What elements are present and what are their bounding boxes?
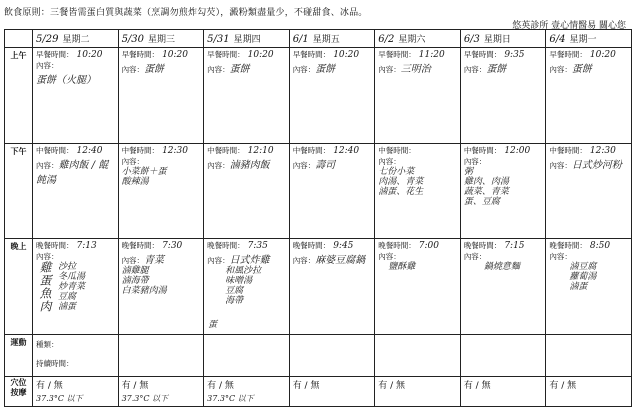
exercise-cell bbox=[204, 335, 290, 377]
weekday-label: 星期日 bbox=[483, 34, 511, 45]
breakfast-time: 10:20 bbox=[247, 49, 274, 60]
day-header bbox=[118, 30, 204, 48]
dinner-items bbox=[58, 262, 115, 312]
content-label: 內容： bbox=[121, 64, 145, 74]
content-label: 內容： bbox=[378, 252, 401, 262]
content-label: 內容： bbox=[378, 156, 401, 166]
dinner-item: 滷蛋 bbox=[58, 302, 77, 313]
day-header bbox=[460, 30, 546, 48]
lunch-time: 12:00 bbox=[504, 145, 531, 156]
breakfast-time-label: 早餐時間： bbox=[463, 49, 502, 59]
dinner-extra: 蛋 bbox=[208, 320, 218, 331]
date-text: 6/2 bbox=[378, 33, 395, 45]
dinner-item: 滷蛋 bbox=[569, 282, 588, 293]
breakfast-time-label: 早餐時間： bbox=[378, 49, 416, 59]
lunch-cell bbox=[546, 143, 632, 239]
dinner-item: 滷海帶 bbox=[121, 276, 149, 287]
yes-no-option[interactable]: 有 / 無 bbox=[36, 380, 63, 391]
day-header bbox=[204, 30, 290, 48]
dinner-time-label: 晚餐時間： bbox=[36, 241, 74, 251]
lunch-item: 酸辣湯 bbox=[121, 176, 149, 187]
content-label: 內容： bbox=[36, 252, 59, 262]
acupoint-row bbox=[5, 376, 632, 406]
breakfast-cell bbox=[375, 47, 461, 143]
day-header bbox=[546, 30, 632, 48]
weekday-label: 星期六 bbox=[398, 34, 426, 45]
lunch-item: 小菜餅＋蛋 bbox=[121, 166, 167, 177]
acupoint-cell bbox=[375, 376, 461, 406]
dinner-time-label: 晚餐時間： bbox=[121, 241, 160, 251]
acupoint-cell bbox=[204, 376, 290, 406]
date-text: 6/1 bbox=[292, 33, 309, 45]
breakfast-time: 10:20 bbox=[162, 49, 188, 60]
dinner-item: 滷雞腿 bbox=[121, 266, 149, 277]
dinner-cell bbox=[375, 239, 461, 335]
dinner-time: 9:45 bbox=[333, 241, 354, 252]
dinner-item: 冬瓜湯 bbox=[58, 272, 86, 283]
content-label: 內容： bbox=[292, 160, 316, 170]
exercise-type-label: 種類： bbox=[36, 340, 59, 350]
lunch-time: 12:10 bbox=[247, 145, 274, 156]
content-label: 內容： bbox=[463, 252, 487, 262]
lunch-item: 蛋、豆腐 bbox=[463, 196, 500, 207]
weekday-label: 星期二 bbox=[62, 34, 90, 45]
breakfast-time: 10:20 bbox=[589, 49, 616, 60]
lunch-content: 滷豬肉飯 bbox=[229, 159, 270, 171]
date-text: 5/31 bbox=[207, 33, 230, 45]
dinner-item: 炒青菜 bbox=[58, 282, 86, 293]
dinner-cell bbox=[33, 239, 119, 335]
dinner-item: 沙拉 bbox=[58, 262, 77, 273]
dinner-cell bbox=[546, 239, 632, 335]
content-label: 內容： bbox=[549, 252, 572, 262]
exercise-label: 運動 bbox=[5, 335, 33, 377]
breakfast-content: 蛋餅（火腿） bbox=[36, 74, 96, 86]
acupoint-cell bbox=[460, 376, 546, 406]
lunch-time-label: 中餐時間： bbox=[463, 145, 502, 155]
breakfast-content: 蛋餅 bbox=[486, 63, 507, 75]
weekday-label: 星期五 bbox=[312, 34, 340, 45]
lunch-cell bbox=[289, 143, 375, 239]
yes-no-option[interactable]: 有 / 無 bbox=[549, 380, 577, 391]
exercise-duration-label: 持續時間： bbox=[36, 359, 74, 369]
lunch-time: 12:40 bbox=[333, 145, 360, 156]
lunch-item: 肉湯、青菜 bbox=[378, 176, 424, 187]
weekday-label: 星期四 bbox=[233, 34, 261, 45]
dinner-cell bbox=[118, 239, 204, 335]
dinner-cell bbox=[289, 239, 375, 335]
breakfast-time: 9:35 bbox=[504, 49, 525, 60]
exercise-cell bbox=[375, 335, 461, 377]
dinner-items bbox=[225, 266, 286, 306]
lunch-time-label: 中餐時間： bbox=[207, 145, 245, 155]
acupoint-cell bbox=[118, 376, 204, 406]
lunch-time-label: 中餐時間： bbox=[36, 145, 74, 155]
breakfast-content: 蛋餅 bbox=[229, 63, 250, 75]
breakfast-time: 11:20 bbox=[418, 49, 445, 60]
exercise-cell bbox=[289, 335, 375, 377]
breakfast-content: 蛋餅 bbox=[315, 63, 336, 75]
lunch-item: 七份小菜 bbox=[378, 166, 415, 177]
content-label: 內容： bbox=[36, 60, 59, 70]
dinner-side-note: 雞蛋魚肉 bbox=[38, 261, 52, 314]
content-label: 內容： bbox=[121, 256, 145, 266]
content-label: 內容： bbox=[292, 256, 316, 266]
dinner-cell bbox=[204, 239, 290, 335]
lunch-content: 雞肉飯 / 餛飩湯 bbox=[36, 159, 109, 186]
acupoint-cell bbox=[289, 376, 375, 406]
acupoint-note: 37.3°C 以下 bbox=[121, 393, 169, 403]
lunch-cell bbox=[33, 143, 119, 239]
evening-row bbox=[5, 239, 632, 335]
dinner-time-label: 晚餐時間： bbox=[207, 241, 245, 251]
dinner-item: 豆腐 bbox=[225, 286, 244, 297]
date-text: 6/4 bbox=[549, 33, 566, 45]
dinner-time: 7:00 bbox=[418, 241, 439, 252]
lunch-cell bbox=[204, 143, 290, 239]
dinner-item: 滷豆腐 bbox=[569, 262, 597, 273]
content-label: 內容： bbox=[207, 256, 230, 266]
yes-no-option[interactable]: 有 / 無 bbox=[378, 380, 406, 391]
dinner-item: 味噌湯 bbox=[225, 276, 253, 287]
lunch-time-label: 中餐時間： bbox=[549, 145, 587, 155]
lunch-time: 12:30 bbox=[589, 145, 616, 156]
dinner-cell bbox=[460, 239, 546, 335]
dinner-item: 鍋燒意麵 bbox=[483, 262, 520, 273]
content-label: 內容： bbox=[292, 64, 316, 74]
lunch-cell bbox=[118, 143, 204, 239]
dinner-content: 日式炸雞 bbox=[229, 255, 270, 267]
dinner-time: 7:30 bbox=[162, 241, 183, 252]
dinner-items bbox=[569, 262, 628, 292]
lunch-content: 日式炒河粉 bbox=[571, 159, 622, 171]
exercise-cell bbox=[546, 335, 632, 377]
dinner-content: 麻婆豆腐鍋 bbox=[315, 255, 366, 267]
diet-principle-note: 飲食原則：三餐皆需蛋白質與蔬菜（烹調勿煎炸勾芡），澱粉類盡量少，不碰甜食、冰品。 bbox=[4, 8, 368, 18]
content-label: 內容： bbox=[549, 64, 572, 74]
content-label: 內容： bbox=[207, 64, 230, 74]
acupoint-cell bbox=[33, 376, 119, 406]
breakfast-time: 10:20 bbox=[333, 49, 360, 60]
breakfast-content: 三明治 bbox=[400, 63, 431, 75]
lunch-item: 滷蛋、花生 bbox=[378, 186, 424, 197]
breakfast-time-label: 早餐時間： bbox=[292, 49, 331, 59]
morning-label: 上午 bbox=[5, 47, 33, 143]
afternoon-row bbox=[5, 143, 632, 239]
weekday-label: 星期一 bbox=[569, 34, 597, 45]
acupoint-label: 穴位按摩 bbox=[5, 376, 33, 406]
lunch-time-label: 中餐時間： bbox=[121, 145, 160, 155]
date-text: 6/3 bbox=[463, 33, 480, 45]
breakfast-time-label: 早餐時間： bbox=[207, 49, 245, 59]
date-header-row bbox=[5, 30, 632, 48]
day-header bbox=[289, 30, 375, 48]
yes-no-option[interactable]: 有 / 無 bbox=[121, 380, 149, 391]
dinner-time: 7:35 bbox=[247, 241, 268, 252]
lunch-time-label: 中餐時間： bbox=[292, 145, 331, 155]
lunch-item: 蔬菜、青菜 bbox=[463, 186, 509, 197]
content-label: 內容： bbox=[378, 64, 401, 74]
dinner-item: 蘿蔔湯 bbox=[569, 272, 597, 283]
lunch-cell bbox=[375, 143, 461, 239]
breakfast-time-label: 早餐時間： bbox=[549, 49, 587, 59]
dinner-time: 8:50 bbox=[589, 241, 611, 252]
exercise-cell bbox=[118, 335, 204, 377]
evening-label: 晚上 bbox=[5, 239, 33, 335]
date-text: 5/30 bbox=[121, 33, 145, 45]
lunch-content: 壽司 bbox=[315, 159, 336, 171]
content-label: 內容： bbox=[121, 156, 145, 166]
morning-row bbox=[5, 47, 632, 143]
dinner-time-label: 晚餐時間： bbox=[292, 241, 331, 251]
content-label: 內容： bbox=[207, 160, 230, 170]
content-label: 內容： bbox=[463, 64, 487, 74]
lunch-time: 12:30 bbox=[162, 145, 188, 156]
weekday-label: 星期三 bbox=[148, 34, 176, 45]
lunch-item: 粥 bbox=[463, 166, 473, 177]
exercise-row bbox=[5, 335, 632, 377]
breakfast-content: 蛋餅 bbox=[144, 63, 165, 75]
day-header bbox=[33, 30, 119, 48]
acupoint-note: 37.3°C 以下 bbox=[36, 393, 83, 403]
lunch-time-label: 中餐時間： bbox=[378, 145, 416, 155]
breakfast-cell bbox=[33, 47, 119, 143]
yes-no-option[interactable]: 有 / 無 bbox=[463, 380, 491, 391]
dinner-item: 和風沙拉 bbox=[225, 266, 262, 277]
breakfast-cell bbox=[204, 47, 290, 143]
dinner-time: 7:13 bbox=[76, 241, 97, 252]
dinner-time-label: 晚餐時間： bbox=[463, 241, 502, 251]
day-header bbox=[375, 30, 461, 48]
yes-no-option[interactable]: 有 / 無 bbox=[292, 380, 320, 391]
dinner-time: 7:15 bbox=[504, 241, 525, 252]
breakfast-cell bbox=[546, 47, 632, 143]
yes-no-option[interactable]: 有 / 無 bbox=[207, 380, 234, 391]
clinic-name: 悠英診所 壹心情醫易 關心您 bbox=[512, 21, 626, 31]
corner-cell bbox=[5, 30, 33, 48]
breakfast-time-label: 早餐時間： bbox=[121, 49, 160, 59]
breakfast-cell bbox=[289, 47, 375, 143]
breakfast-cell bbox=[118, 47, 204, 143]
breakfast-content: 蛋餅 bbox=[571, 63, 592, 75]
exercise-cell bbox=[460, 335, 546, 377]
breakfast-time: 10:20 bbox=[76, 49, 103, 60]
diet-log-table bbox=[4, 29, 632, 407]
breakfast-time-label: 早餐時間： bbox=[36, 49, 74, 59]
lunch-item: 雞肉、肉湯 bbox=[463, 176, 509, 187]
dinner-time-label: 晚餐時間： bbox=[549, 241, 587, 251]
dinner-item: 白菜豬肉湯 bbox=[121, 286, 167, 297]
content-label: 內容： bbox=[463, 156, 487, 166]
dinner-time-label: 晚餐時間： bbox=[378, 241, 416, 251]
breakfast-cell bbox=[460, 47, 546, 143]
afternoon-label: 下午 bbox=[5, 143, 33, 239]
dinner-item: 海帶 bbox=[225, 296, 244, 307]
date-text: 5/29 bbox=[36, 33, 59, 45]
lunch-time: 12:40 bbox=[76, 145, 103, 156]
dinner-item: 鹽酥雞 bbox=[388, 262, 416, 273]
exercise-cell bbox=[33, 335, 119, 377]
dinner-content: 青菜 bbox=[144, 255, 165, 267]
lunch-cell bbox=[460, 143, 546, 239]
dinner-item: 豆腐 bbox=[58, 292, 77, 303]
acupoint-cell bbox=[546, 376, 632, 406]
acupoint-note: 37.3°C 以下 bbox=[207, 393, 254, 403]
content-label: 內容： bbox=[36, 160, 59, 170]
content-label: 內容： bbox=[549, 160, 572, 170]
